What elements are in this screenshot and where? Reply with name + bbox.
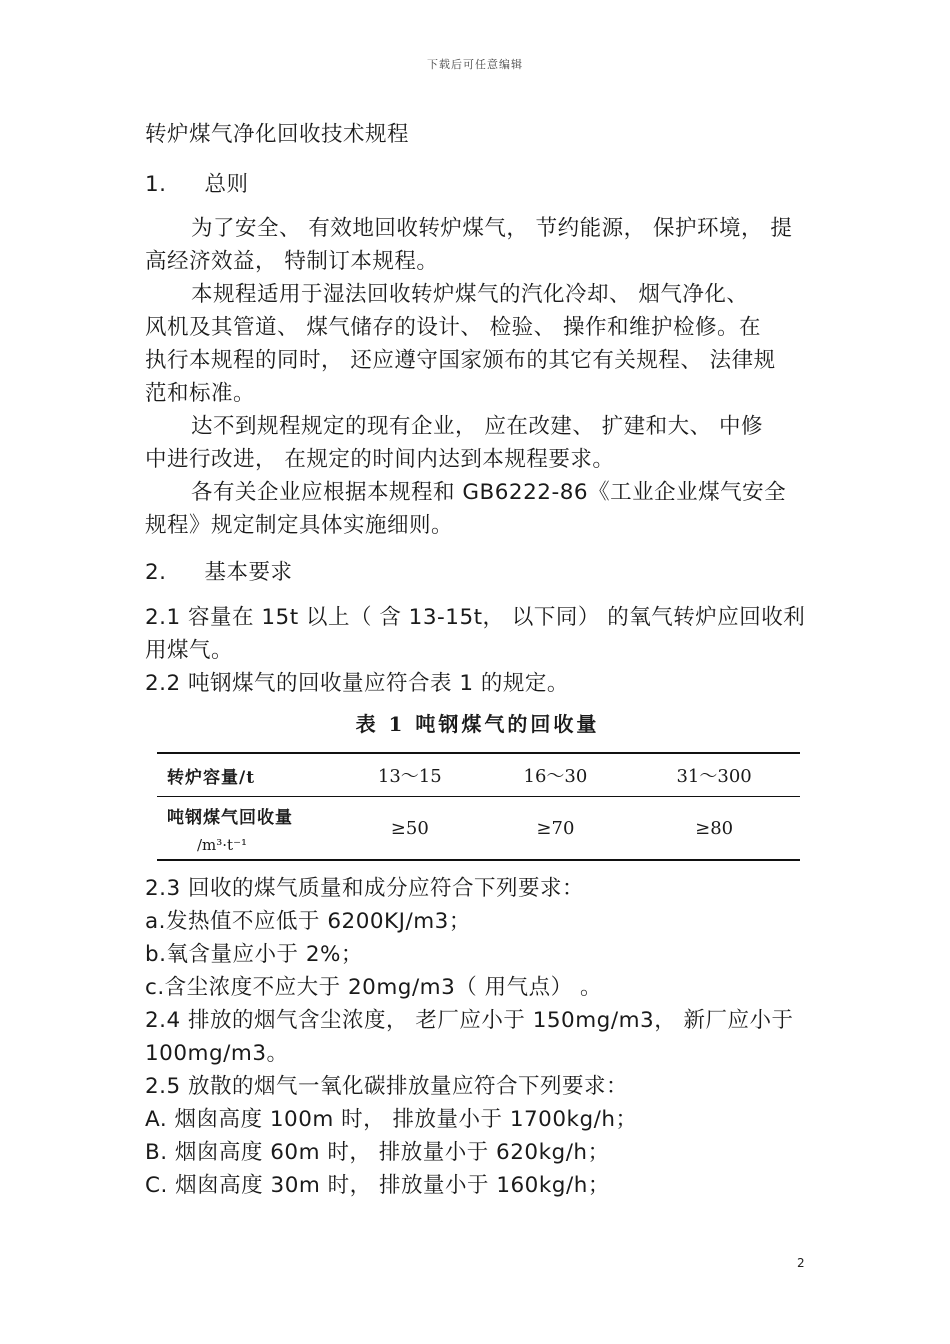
clause-2-3-c: c.含尘浓度不应大于 20mg/m3（ 用气点） 。 — [145, 975, 602, 1000]
section-2-number: 2. — [145, 560, 167, 585]
table-row — [157, 753, 800, 797]
table-title: 表 1 吨钢煤气的回收量 — [355, 712, 600, 736]
paragraph-line: 高经济效益， 特制订本规程。 — [145, 249, 439, 274]
paragraph-line: 执行本规程的同时， 还应遵守国家颁布的其它有关规程、 法律规 — [145, 348, 776, 373]
table-cell: 31～300 — [628, 753, 800, 797]
table-row-header: 转炉容量/t — [157, 753, 337, 797]
clause-2-5-c: C. 烟囱高度 30m 时， 排放量小于 160kg/h； — [145, 1173, 610, 1198]
paragraph-line: 风机及其管道、 煤气储存的设计、 检验、 操作和维护检修。在 — [145, 315, 762, 340]
clause-2-1-line: 用煤气。 — [145, 638, 234, 663]
paragraph-line: 各有关企业应根据本规程和 GB6222-86《工业企业煤气安全 — [191, 480, 787, 505]
table-cell: ≥50 — [390, 817, 429, 839]
section-2-title: 基本要求 — [204, 560, 293, 585]
clause-2-3: 2.3 回收的煤气质量和成分应符合下列要求： — [145, 876, 585, 901]
clause-2-1-line: 2.1 容量在 15t 以上（ 含 13-15t， 以下同） 的氧气转炉应回收利 — [145, 605, 806, 630]
clause-2-5: 2.5 放散的烟气一氧化碳排放量应符合下列要求： — [145, 1074, 629, 1099]
table-cell: ≥80 — [695, 817, 734, 839]
table-row — [157, 797, 800, 861]
section-1-number: 1. — [145, 172, 167, 197]
document-title: 转炉煤气净化回收技术规程 — [145, 122, 410, 147]
clause-2-5-a: A. 烟囱高度 100m 时， 排放量小于 1700kg/h； — [145, 1107, 638, 1132]
paragraph-line: 中进行改进， 在规定的时间内达到本规程要求。 — [145, 447, 615, 472]
recovery-table — [157, 752, 800, 861]
paragraph-line: 达不到规程规定的现有企业， 应在改建、 扩建和大、 中修 — [191, 414, 764, 439]
table-unit: /m³·t⁻¹ — [197, 835, 248, 854]
clause-2-5-b: B. 烟囱高度 60m 时， 排放量小于 620kg/h； — [145, 1140, 610, 1165]
section-1-title: 总则 — [204, 172, 249, 197]
clause-2-2: 2.2 吨钢煤气的回收量应符合表 1 的规定。 — [145, 671, 569, 696]
clause-2-3-a: a.发热值不应低于 6200KJ/m3； — [145, 909, 471, 934]
table-row-header: 吨钢煤气回收量 /m³·t⁻¹ — [157, 797, 337, 861]
paragraph-line: 范和标准。 — [145, 381, 256, 406]
table-cell: 13～15 — [337, 753, 483, 797]
section-2-heading — [145, 558, 293, 588]
paragraph-line: 本规程适用于湿法回收转炉煤气的汽化冷却、 烟气净化、 — [191, 282, 749, 307]
table-cell: 16～30 — [483, 753, 629, 797]
section-1-heading — [145, 170, 249, 200]
table-cell: ≥70 — [536, 817, 575, 839]
paragraph-line: 规程》规定制定具体实施细则。 — [145, 513, 454, 538]
clause-2-4-line: 100mg/m3。 — [145, 1041, 289, 1066]
page-number: 2 — [797, 1256, 805, 1270]
clause-2-4-line: 2.4 排放的烟气含尘浓度， 老厂应小于 150mg/m3， 新厂应小于 — [145, 1008, 794, 1033]
paragraph-line: 为了安全、 有效地回收转炉煤气， 节约能源， 保护环境， 提 — [191, 216, 793, 241]
clause-2-3-b: b.氧含量应小于 2%； — [145, 942, 363, 967]
page-header: 下载后可任意编辑 — [427, 58, 523, 71]
